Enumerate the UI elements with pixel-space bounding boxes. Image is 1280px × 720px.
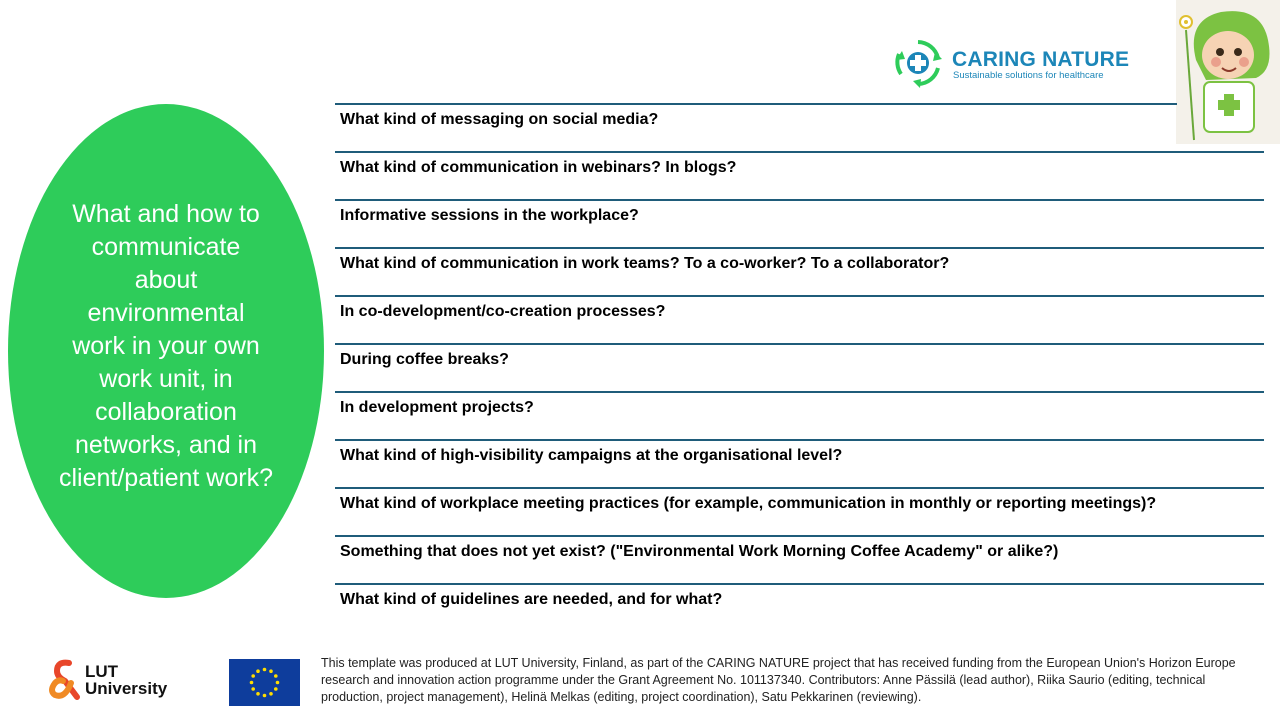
topic-question: What and how to communicate about environmental work in your own work unit, in collaboration networks, and in client/patient work? <box>58 199 273 492</box>
question-item: What kind of messaging on social media? <box>335 103 1177 151</box>
lut-ampersand-icon <box>47 659 81 701</box>
question-item: What kind of communication in webinars? In blogs? <box>335 151 1264 199</box>
question-item: What kind of high-visibility campaigns at the organisational level? <box>335 439 1264 487</box>
logo-tagline: Sustainable solutions for healthcare <box>953 70 1104 81</box>
question-item: In co-development/co-creation processes? <box>335 295 1264 343</box>
question-item: Something that does not yet exist? ("Environmental Work Morning Coffee Academy" or alike?) <box>335 535 1264 583</box>
question-item: What kind of communication in work teams? To a co-worker? To a collaborator? <box>335 247 1264 295</box>
question-item: Informative sessions in the workplace? <box>335 199 1264 247</box>
logo-title: CARING NATURE <box>952 48 1130 71</box>
lut-line2: University <box>85 679 168 698</box>
funding-disclaimer: This template was produced at LUT University, Finland, as part of the CARING NATURE project that has received funding from the European Union's Horizon Europe research and innovation action programme under the Grant Agreement No. 101137340. Contributors: Anne Pässilä (lead author), Riika Saurio (editing, technical production, project management), Helinä Melkas (editing, project coordination), Satu Pekkarinen (reviewing). <box>321 656 1236 704</box>
question-list <box>335 103 1264 631</box>
caring-nature-logo <box>893 38 1133 88</box>
recycle-cross-icon <box>893 38 943 88</box>
eu-flag-icon <box>229 659 300 706</box>
lut-line1: LUT <box>85 662 119 681</box>
question-item: During coffee breaks? <box>335 343 1264 391</box>
lut-text <box>85 663 167 697</box>
topic-ellipse <box>8 104 324 598</box>
lut-university-logo <box>47 657 177 703</box>
question-item: What kind of workplace meeting practices (for example, communication in monthly or reporting meetings)? <box>335 487 1264 535</box>
question-item: What kind of guidelines are needed, and for what? <box>335 583 1264 631</box>
question-item: In development projects? <box>335 391 1264 439</box>
